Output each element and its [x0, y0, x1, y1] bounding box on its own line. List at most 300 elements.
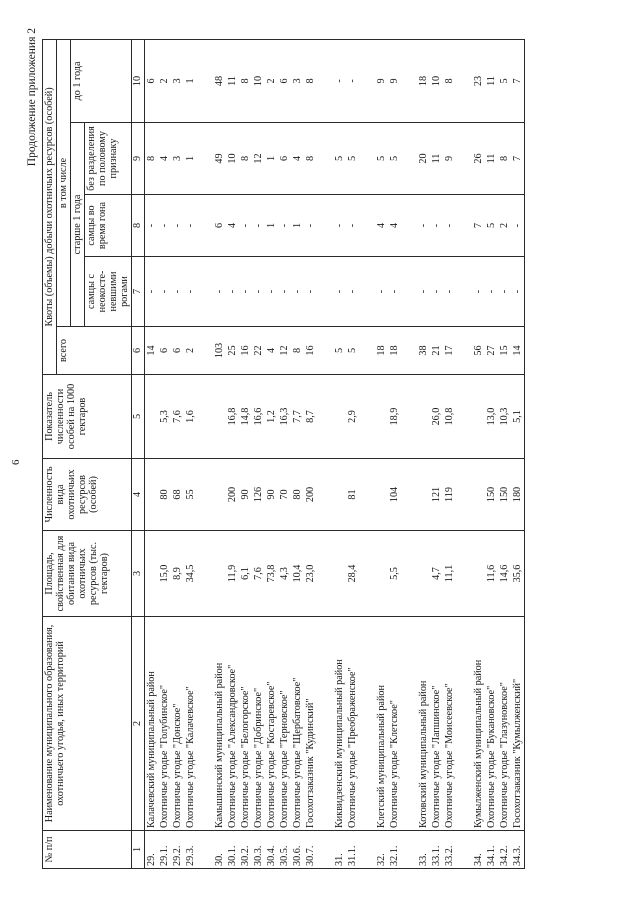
spacer-cell [317, 123, 333, 195]
row-under-1y: 11 [485, 39, 498, 122]
spacer-cell [317, 831, 333, 869]
row-total: 38 [417, 327, 430, 375]
spacer-cell [197, 123, 213, 195]
spacer-cell [359, 831, 375, 869]
row-density: 8,7 [304, 375, 317, 459]
row-number: 32. [375, 831, 388, 869]
row-area [375, 531, 388, 617]
spacer-cell [456, 327, 472, 375]
row-no-sex: 8 [239, 123, 252, 195]
header-col4: Численность вида охотничьих ресурсов (особей) [43, 459, 132, 531]
row-density: 1,6 [184, 375, 197, 459]
spacer-cell [317, 459, 333, 531]
spacer-cell [456, 195, 472, 257]
table-row [333, 39, 346, 868]
spacer-cell [401, 327, 417, 375]
spacer-cell [401, 531, 417, 617]
group-spacer [359, 39, 375, 868]
row-males-antlers: - [304, 257, 317, 327]
spacer-cell [401, 39, 417, 122]
spacer-cell [456, 375, 472, 459]
row-area: 23,0 [304, 531, 317, 617]
row-no-sex: 5 [388, 123, 401, 195]
row-males-antlers: - [333, 257, 346, 327]
spacer-cell [456, 39, 472, 122]
row-count [213, 459, 226, 531]
row-name: Охотничье угодье "Терновское" [278, 617, 291, 831]
group-spacer [401, 39, 417, 868]
row-males-antlers: - [213, 257, 226, 327]
spacer-cell [359, 123, 375, 195]
row-area: 15,0 [158, 531, 171, 617]
row-no-sex: 1 [184, 123, 197, 195]
row-number: 30. [213, 831, 226, 869]
row-under-1y: 5 [498, 39, 511, 122]
table-row [145, 39, 159, 868]
spacer-cell [197, 531, 213, 617]
spacer-cell [401, 831, 417, 869]
spacer-cell [456, 459, 472, 531]
row-males-antlers: - [346, 257, 359, 327]
row-area: 8,9 [171, 531, 184, 617]
row-number: 34. [472, 831, 485, 869]
row-name: Охотничье угодье "Клетское" [388, 617, 401, 831]
table-row [498, 39, 511, 868]
group-spacer [317, 39, 333, 868]
row-under-1y: 3 [291, 39, 304, 122]
spacer-cell [197, 257, 213, 327]
colnum: 8 [132, 195, 145, 257]
row-density: 7,6 [171, 375, 184, 459]
row-total: 21 [430, 327, 443, 375]
row-density: 16,8 [226, 375, 239, 459]
spacer-cell [359, 375, 375, 459]
row-number: 34.3. [511, 831, 525, 869]
row-number: 30.3. [252, 831, 265, 869]
row-number: 30.7. [304, 831, 317, 869]
row-no-sex: 4 [291, 123, 304, 195]
row-total: 2 [184, 327, 197, 375]
row-total: 56 [472, 327, 485, 375]
row-males-rut: 2 [498, 195, 511, 257]
row-under-1y: 9 [375, 39, 388, 122]
spacer-cell [456, 831, 472, 869]
row-number: 30.5. [278, 831, 291, 869]
row-area: 11,1 [443, 531, 456, 617]
row-density: 13,0 [485, 375, 498, 459]
row-area: 28,4 [346, 531, 359, 617]
row-area: 4,3 [278, 531, 291, 617]
table-row [291, 39, 304, 868]
row-name: Клетский муниципальный район [375, 617, 388, 831]
row-males-antlers: - [498, 257, 511, 327]
row-density: 16,3 [278, 375, 291, 459]
header-under-1y: до 1 года [71, 39, 132, 122]
spacer-cell [317, 195, 333, 257]
row-number: 33.2. [443, 831, 456, 869]
row-males-rut: 7 [472, 195, 485, 257]
row-total: 6 [171, 327, 184, 375]
row-area: 11,6 [485, 531, 498, 617]
row-density: 18,9 [388, 375, 401, 459]
row-count [145, 459, 159, 531]
spacer-cell [317, 375, 333, 459]
row-under-1y: 48 [213, 39, 226, 122]
row-under-1y: 23 [472, 39, 485, 122]
quota-table [42, 39, 525, 869]
table-row [304, 39, 317, 868]
row-count: 200 [304, 459, 317, 531]
row-under-1y: 18 [417, 39, 430, 122]
row-no-sex: 5 [346, 123, 359, 195]
row-males-antlers: - [252, 257, 265, 327]
row-density: 10,8 [443, 375, 456, 459]
row-no-sex: 7 [511, 123, 525, 195]
header-total: всего [57, 327, 132, 375]
spacer-cell [359, 617, 375, 831]
row-no-sex: 20 [417, 123, 430, 195]
row-number: 30.6. [291, 831, 304, 869]
row-total: 4 [265, 327, 278, 375]
row-name: Охотничье угодье "Голубинское" [158, 617, 171, 831]
row-count [333, 459, 346, 531]
row-under-1y: 2 [265, 39, 278, 122]
spacer-cell [456, 531, 472, 617]
row-density [417, 375, 430, 459]
row-count [417, 459, 430, 531]
row-total: 15 [498, 327, 511, 375]
row-total: 18 [375, 327, 388, 375]
row-males-rut: - [511, 195, 525, 257]
row-area: 35,6 [511, 531, 525, 617]
row-males-rut: 4 [388, 195, 401, 257]
row-males-rut: - [171, 195, 184, 257]
row-total: 5 [333, 327, 346, 375]
row-under-1y: - [333, 39, 346, 122]
row-name: Охотничье угодье "Лапшинское" [430, 617, 443, 831]
row-number: 34.2. [498, 831, 511, 869]
row-count: 150 [485, 459, 498, 531]
table-row [472, 39, 485, 868]
row-number: 31. [333, 831, 346, 869]
row-count: 90 [265, 459, 278, 531]
row-density [472, 375, 485, 459]
table-row [252, 39, 265, 868]
row-total: 17 [443, 327, 456, 375]
spacer-cell [401, 257, 417, 327]
spacer-cell [197, 39, 213, 122]
row-total: 27 [485, 327, 498, 375]
row-density: 5,3 [158, 375, 171, 459]
row-under-1y: 8 [304, 39, 317, 122]
row-males-antlers: - [417, 257, 430, 327]
row-under-1y: 6 [145, 39, 159, 122]
table-row [346, 39, 359, 868]
row-males-rut: 1 [265, 195, 278, 257]
row-density [213, 375, 226, 459]
column-numbers-row [132, 39, 145, 868]
colnum: 4 [132, 459, 145, 531]
row-males-rut: 1 [291, 195, 304, 257]
row-name: Котовский муниципальный район [417, 617, 430, 831]
row-no-sex: 26 [472, 123, 485, 195]
row-name: Охотничье угодье "Добринское" [252, 617, 265, 831]
spacer-cell [401, 195, 417, 257]
row-density [145, 375, 159, 459]
row-males-rut: 6 [213, 195, 226, 257]
row-name: Охотничье угодье "Моисеевское" [443, 617, 456, 831]
row-count: 119 [443, 459, 456, 531]
row-name: Камышинский муниципальный район [213, 617, 226, 831]
row-area [417, 531, 430, 617]
row-total: 18 [388, 327, 401, 375]
row-under-1y: 10 [252, 39, 265, 122]
spacer-cell [197, 617, 213, 831]
row-no-sex: 49 [213, 123, 226, 195]
row-no-sex: 8 [145, 123, 159, 195]
row-no-sex: 1 [265, 123, 278, 195]
row-area: 4,7 [430, 531, 443, 617]
row-males-rut: - [278, 195, 291, 257]
row-area: 34,5 [184, 531, 197, 617]
colnum: 10 [132, 39, 145, 122]
row-area [472, 531, 485, 617]
colnum: 5 [132, 375, 145, 459]
row-males-antlers: - [472, 257, 485, 327]
row-name: Охотничье угодье "Александровское" [226, 617, 239, 831]
spacer-cell [456, 123, 472, 195]
row-count [472, 459, 485, 531]
row-density [333, 375, 346, 459]
spacer-cell [401, 123, 417, 195]
row-males-antlers: - [184, 257, 197, 327]
row-no-sex: 11 [430, 123, 443, 195]
spacer-cell [317, 531, 333, 617]
row-number: 33.1. [430, 831, 443, 869]
row-name: Калачевский муниципальный район [145, 617, 159, 831]
spacer-cell [317, 327, 333, 375]
row-count: 70 [278, 459, 291, 531]
row-area: 5,5 [388, 531, 401, 617]
row-name: Госохотзаказник "Кудинский" [304, 617, 317, 831]
row-no-sex: 6 [278, 123, 291, 195]
header-quota-group: Квоты (объемы) добычи охотничьих ресурсов (особей) [43, 39, 57, 374]
row-under-1y: 3 [171, 39, 184, 122]
row-under-1y: 7 [511, 39, 525, 122]
spacer-cell [456, 617, 472, 831]
group-spacer [197, 39, 213, 868]
header-including: в том числе [57, 39, 71, 326]
header-col2: Наименование муниципального образования, охотничьего угодья, иных территорий [43, 617, 132, 831]
row-density: 16,6 [252, 375, 265, 459]
spacer-cell [317, 617, 333, 831]
row-no-sex: 10 [226, 123, 239, 195]
row-males-antlers: - [158, 257, 171, 327]
row-no-sex: 11 [485, 123, 498, 195]
row-males-antlers: - [239, 257, 252, 327]
row-males-rut: 4 [375, 195, 388, 257]
header-no-sex: без разделения по половому признаку [85, 123, 132, 195]
row-area: 10,4 [291, 531, 304, 617]
row-density: 14,8 [239, 375, 252, 459]
row-area: 6,1 [239, 531, 252, 617]
row-males-rut: - [430, 195, 443, 257]
row-number: 29.3. [184, 831, 197, 869]
row-under-1y: 8 [239, 39, 252, 122]
row-area: 7,6 [252, 531, 265, 617]
row-name: Охотничье угодье "Донское" [171, 617, 184, 831]
row-density: 1,2 [265, 375, 278, 459]
row-total: 16 [304, 327, 317, 375]
spacer-cell [359, 327, 375, 375]
row-name: Охотничье угодье "Букановское" [485, 617, 498, 831]
row-count: 68 [171, 459, 184, 531]
row-number: 30.2. [239, 831, 252, 869]
row-total: 22 [252, 327, 265, 375]
row-males-antlers: - [291, 257, 304, 327]
row-males-antlers: - [145, 257, 159, 327]
colnum: 2 [132, 617, 145, 831]
colnum: 9 [132, 123, 145, 195]
row-number: 30.4. [265, 831, 278, 869]
row-males-rut: - [239, 195, 252, 257]
row-males-antlers: - [511, 257, 525, 327]
row-density [375, 375, 388, 459]
spacer-cell [359, 531, 375, 617]
row-area [145, 531, 159, 617]
row-number: 29. [145, 831, 159, 869]
row-number: 29.1. [158, 831, 171, 869]
spacer-cell [317, 257, 333, 327]
row-count [375, 459, 388, 531]
row-density: 5,1 [511, 375, 525, 459]
row-males-rut: 4 [226, 195, 239, 257]
colnum: 1 [132, 831, 145, 869]
row-count: 81 [346, 459, 359, 531]
colnum: 6 [132, 327, 145, 375]
table-row [226, 39, 239, 868]
row-area: 11,9 [226, 531, 239, 617]
row-total: 16 [239, 327, 252, 375]
row-males-antlers: - [226, 257, 239, 327]
table-row [485, 39, 498, 868]
spacer-cell [359, 257, 375, 327]
table-row [430, 39, 443, 868]
table-row [417, 39, 430, 868]
table-row [265, 39, 278, 868]
row-males-antlers: - [485, 257, 498, 327]
row-number: 30.1. [226, 831, 239, 869]
table-row [184, 39, 197, 868]
spacer-cell [401, 375, 417, 459]
row-no-sex: 5 [375, 123, 388, 195]
row-males-rut: - [346, 195, 359, 257]
row-males-antlers: - [265, 257, 278, 327]
row-number: 32.1. [388, 831, 401, 869]
row-males-rut: - [417, 195, 430, 257]
row-under-1y: - [346, 39, 359, 122]
row-males-antlers: - [278, 257, 291, 327]
row-males-antlers: - [171, 257, 184, 327]
spacer-cell [401, 617, 417, 831]
row-males-rut: - [443, 195, 456, 257]
colnum: 7 [132, 257, 145, 327]
row-males-rut: - [333, 195, 346, 257]
table-row [278, 39, 291, 868]
row-males-antlers: - [388, 257, 401, 327]
row-name: Охотничье угодье "Калачевское" [184, 617, 197, 831]
row-area: 73,8 [265, 531, 278, 617]
row-count: 180 [511, 459, 525, 531]
row-count: 80 [158, 459, 171, 531]
row-area [213, 531, 226, 617]
spacer-cell [197, 327, 213, 375]
row-total: 6 [158, 327, 171, 375]
row-name: Госохотзаказник "Кумылженский" [511, 617, 525, 831]
row-name: Охотничье угодье "Глазуновское" [498, 617, 511, 831]
row-count: 104 [388, 459, 401, 531]
row-count: 55 [184, 459, 197, 531]
row-no-sex: 3 [171, 123, 184, 195]
row-name: Охотничье угодье "Костаревское" [265, 617, 278, 831]
row-no-sex: 5 [333, 123, 346, 195]
row-total: 14 [145, 327, 159, 375]
row-males-rut: - [184, 195, 197, 257]
table-row [388, 39, 401, 868]
table-row [158, 39, 171, 868]
row-males-antlers: - [443, 257, 456, 327]
table-row [171, 39, 184, 868]
row-number: 34.1. [485, 831, 498, 869]
row-no-sex: 4 [158, 123, 171, 195]
row-density: 10,3 [498, 375, 511, 459]
header-older-1y: старше 1 года [71, 123, 85, 327]
spacer-cell [197, 831, 213, 869]
spacer-cell [317, 39, 333, 122]
table-row [443, 39, 456, 868]
spacer-cell [197, 375, 213, 459]
spacer-cell [197, 195, 213, 257]
row-under-1y: 10 [430, 39, 443, 122]
row-total: 103 [213, 327, 226, 375]
row-number: 31.1. [346, 831, 359, 869]
row-total: 5 [346, 327, 359, 375]
continuation-note: Продолжение приложения 2 [26, 28, 38, 167]
header-males-rut: самцы во время гона [85, 195, 132, 257]
row-count: 200 [226, 459, 239, 531]
table-row [239, 39, 252, 868]
row-number: 33. [417, 831, 430, 869]
header-col5: Показатель численности особей на 1000 гектаров [43, 375, 132, 459]
spacer-cell [401, 459, 417, 531]
row-name: Охотничье угодье "Преображенское" [346, 617, 359, 831]
row-name: Киквидзенский муниципальный район [333, 617, 346, 831]
row-total: 25 [226, 327, 239, 375]
spacer-cell [197, 459, 213, 531]
table-row [213, 39, 226, 868]
row-males-rut: - [158, 195, 171, 257]
row-total: 14 [511, 327, 525, 375]
row-name: Кумылженский муниципальный район [472, 617, 485, 831]
header-males-antlers: самцы с неокосте- невшими рогами [85, 257, 132, 327]
row-count: 126 [252, 459, 265, 531]
row-under-1y: 2 [158, 39, 171, 122]
row-males-rut: - [304, 195, 317, 257]
group-spacer [456, 39, 472, 868]
spacer-cell [359, 39, 375, 122]
row-no-sex: 9 [443, 123, 456, 195]
row-males-antlers: - [375, 257, 388, 327]
